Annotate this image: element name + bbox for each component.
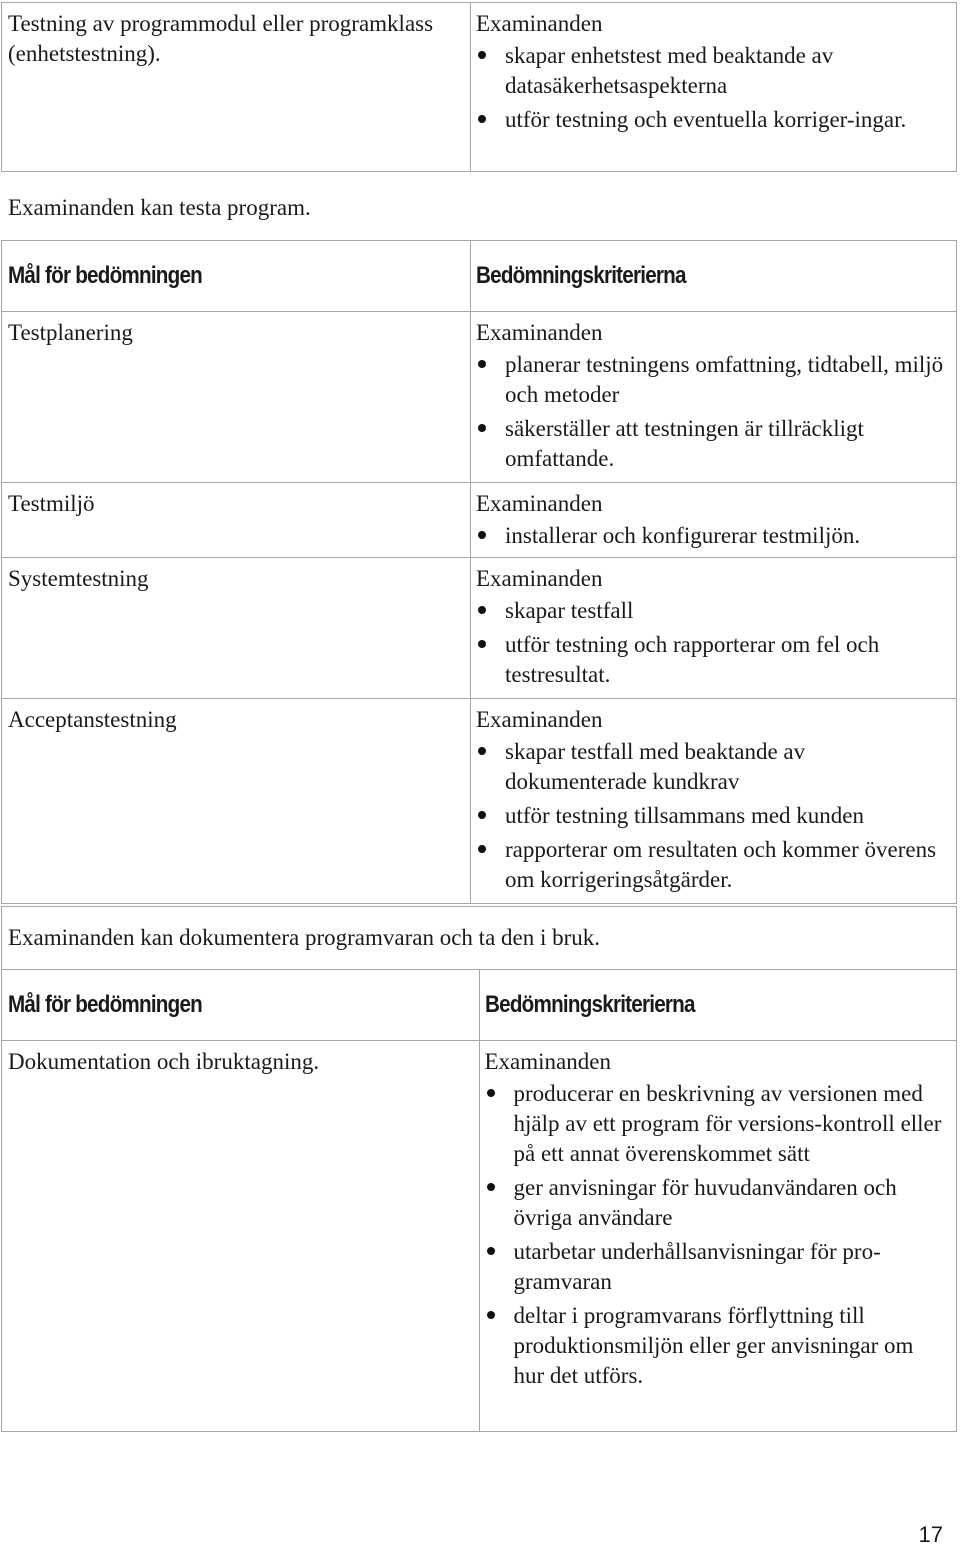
criteria-list — [476, 596, 948, 690]
list-item: säkerställer att testningen är tillräckligt omfattande. — [505, 414, 948, 474]
section-intro-cell — [2, 907, 957, 970]
header-criteria-cell — [479, 970, 957, 1041]
list-item: utarbetar underhållsanvisningar för pro-gramvaran — [514, 1237, 949, 1297]
goal-text: Testmiljö — [8, 491, 95, 516]
table-row — [2, 558, 957, 699]
criteria-lead: Examinanden — [484, 1049, 611, 1074]
header-goal: Mål för bedömningen — [8, 991, 202, 1018]
list-item: skapar testfall med beaktande av dokumenterade kundkrav — [505, 737, 948, 797]
criteria-cell — [471, 3, 957, 172]
list-item: deltar i programvarans förflyttning till produktionsmiljön eller ger anvisningar om hur det utförs. — [514, 1301, 949, 1391]
section-intro: Examinanden kan dokumentera programvaran och ta den i bruk. — [8, 925, 601, 950]
goal-cell — [2, 312, 471, 483]
criteria-list — [476, 521, 948, 551]
criteria-list — [485, 1079, 949, 1391]
header-goal-cell — [2, 241, 471, 312]
table-row — [2, 3, 957, 172]
table-row — [2, 699, 957, 904]
criteria-lead: Examinanden — [476, 491, 603, 516]
criteria-cell — [471, 312, 957, 483]
top-criteria-table — [1, 2, 957, 172]
criteria-list — [476, 41, 948, 135]
list-item: skapar testfall — [505, 596, 948, 626]
criteria-cell — [471, 699, 957, 904]
goal-text: Systemtestning — [8, 566, 149, 591]
table-row — [2, 1041, 957, 1432]
header-criteria: Bedömningskriterierna — [476, 262, 686, 289]
header-row — [2, 970, 957, 1041]
goal-cell — [2, 1041, 480, 1432]
header-row — [2, 241, 957, 312]
goal-cell — [2, 3, 471, 172]
list-item: ger anvisningar för huvudanvändaren och övriga användare — [514, 1173, 949, 1233]
criteria-list — [476, 350, 948, 474]
header-criteria-cell — [471, 241, 957, 312]
goal-text: Dokumentation och ibruktagning. — [8, 1049, 320, 1074]
assessment-table-testing — [1, 240, 957, 904]
assessment-table-documentation — [1, 906, 957, 1432]
criteria-list — [476, 737, 948, 895]
list-item: installerar och konfigurerar testmiljön. — [505, 521, 948, 551]
criteria-lead: Examinanden — [476, 707, 603, 732]
criteria-lead: Examinanden — [476, 11, 603, 36]
list-item: producerar en beskrivning av versionen med hjälp av ett program för versions-kontroll eller på ett annat överenskommet sätt — [514, 1079, 949, 1169]
header-goal-cell — [2, 970, 480, 1041]
criteria-lead: Examinanden — [476, 320, 603, 345]
goal-text: Testplanering — [8, 320, 133, 345]
criteria-cell — [471, 483, 957, 558]
goal-cell — [2, 558, 471, 699]
criteria-cell — [479, 1041, 957, 1432]
header-goal: Mål för bedömningen — [8, 262, 202, 289]
goal-text: Testning av programmodul eller programklass (enhetstestning). — [8, 11, 434, 66]
table-row — [2, 312, 957, 483]
list-item: utför testning och rapporterar om fel och testresultat. — [505, 630, 948, 690]
goal-text: Acceptanstestning — [8, 707, 177, 732]
header-criteria: Bedömningskriterierna — [484, 991, 695, 1018]
list-item: utför testning tillsammans med kunden — [505, 801, 948, 831]
goal-cell — [2, 699, 471, 904]
page-number: 17 — [918, 1522, 943, 1547]
list-item: skapar enhetstest med beaktande av datasäkerhetsaspekterna — [505, 41, 948, 101]
goal-cell — [2, 483, 471, 558]
list-item: rapporterar om resultaten och kommer överens om korrigeringsåtgärder. — [505, 835, 948, 895]
criteria-lead: Examinanden — [476, 566, 603, 591]
list-item: planerar testningens omfattning, tidtabell, miljö och metoder — [505, 350, 948, 410]
intro-row — [2, 907, 957, 970]
list-item: utför testning och eventuella korriger-ingar. — [505, 105, 948, 135]
section-intro: Examinanden kan testa program. — [8, 195, 311, 220]
criteria-cell — [471, 558, 957, 699]
table-row — [2, 483, 957, 558]
